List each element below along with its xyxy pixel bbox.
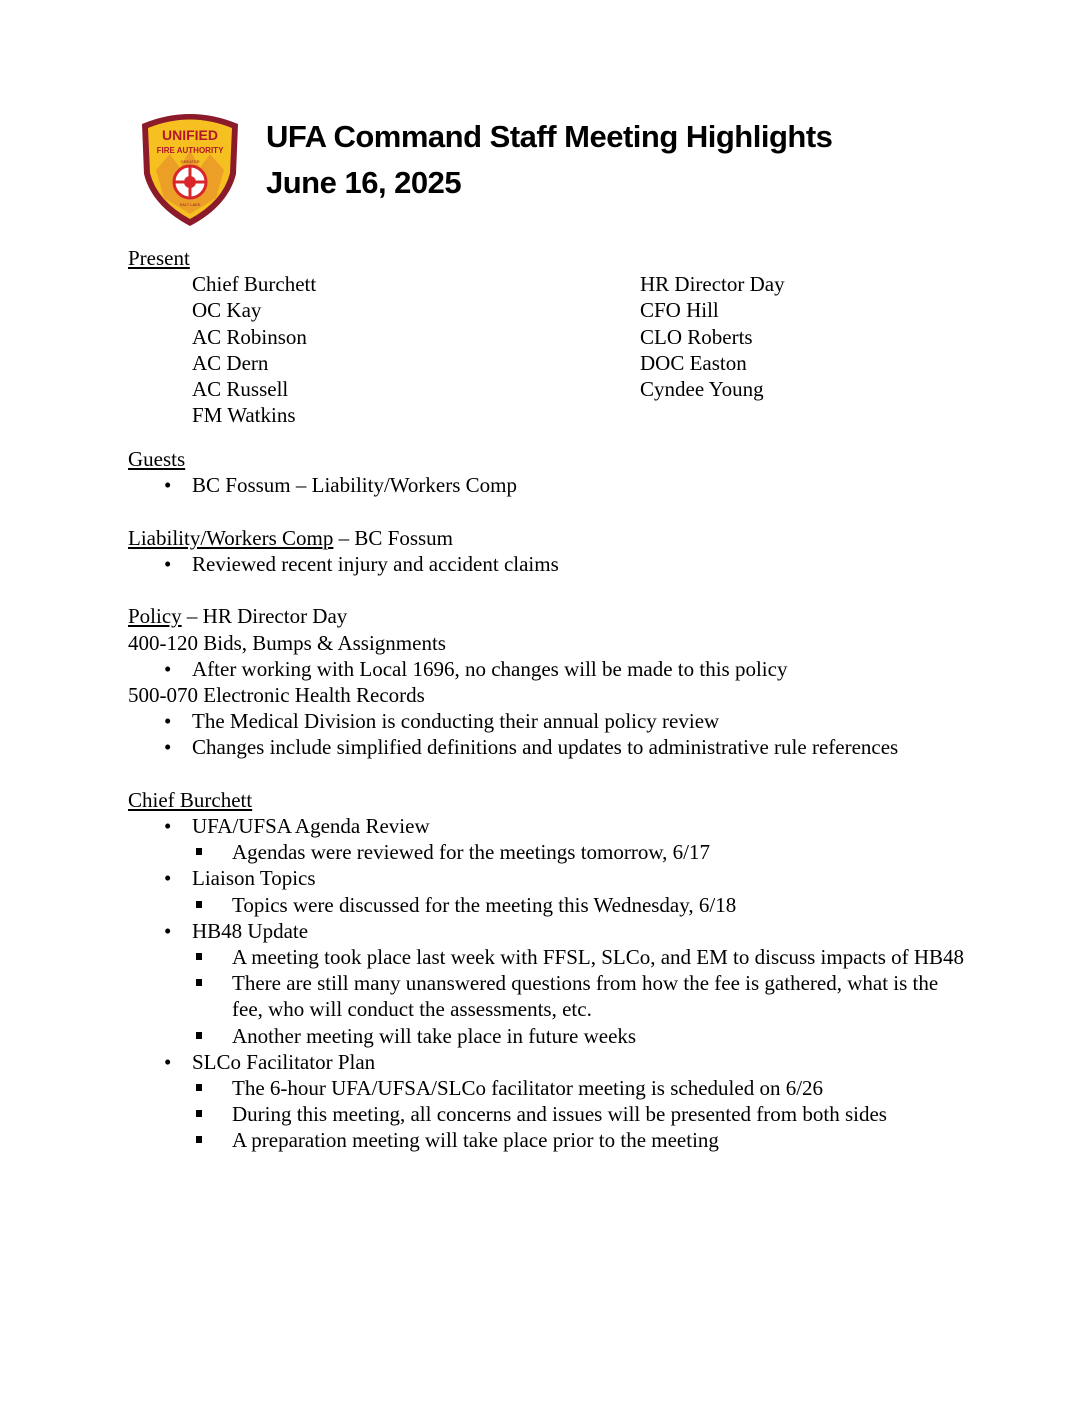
square-bullet-icon bbox=[196, 1084, 202, 1091]
policy-heading-line bbox=[128, 603, 968, 629]
bullet-icon: • bbox=[164, 656, 172, 681]
attendee: DOC Easton bbox=[640, 350, 747, 375]
list-item bbox=[128, 656, 968, 682]
topic-title: Liaison Topics bbox=[192, 866, 316, 891]
topic-detail: The 6-hour UFA/UFSA/SLCo facilitator meeting is scheduled on 6/26 bbox=[232, 1076, 824, 1101]
policy-item: After working with Local 1696, no changes will be made to this policy bbox=[192, 656, 788, 681]
bullet-icon: • bbox=[164, 866, 172, 891]
square-bullet-icon bbox=[196, 901, 202, 908]
sub-list-item bbox=[128, 1127, 968, 1153]
attendee: CLO Roberts bbox=[640, 324, 753, 349]
bullet-icon: • bbox=[164, 473, 172, 498]
attendee: FM Watkins bbox=[192, 403, 296, 428]
attendee: CFO Hill bbox=[640, 298, 719, 323]
present-heading: Present bbox=[128, 246, 190, 270]
topic-detail: Another meeting will take place in future weeks bbox=[232, 1023, 637, 1048]
sub-list-item bbox=[128, 970, 972, 1022]
policy-section bbox=[128, 603, 968, 760]
sub-list-item bbox=[128, 1023, 968, 1049]
meeting-date: June 16, 2025 bbox=[266, 165, 462, 200]
attendees-right-column bbox=[640, 271, 785, 402]
sub-list-item bbox=[128, 1101, 968, 1127]
bullet-icon: • bbox=[164, 552, 172, 576]
square-bullet-icon bbox=[196, 1136, 202, 1143]
page-title: UFA Command Staff Meeting Highlights bbox=[266, 119, 833, 154]
chief-section bbox=[128, 787, 968, 1154]
liability-heading-line bbox=[128, 525, 968, 551]
policy-title: 400-120 Bids, Bumps & Assignments bbox=[128, 630, 446, 655]
list-item bbox=[128, 865, 968, 891]
guest-entry: BC Fossum – Liability/Workers Comp bbox=[192, 473, 517, 498]
topic-title: HB48 Update bbox=[192, 918, 309, 943]
attendees-left-column bbox=[192, 271, 316, 428]
attendee: Cyndee Young bbox=[640, 377, 764, 402]
sub-list-item bbox=[128, 892, 968, 918]
liability-heading: Liability/Workers Comp bbox=[128, 525, 334, 550]
square-bullet-icon bbox=[196, 848, 202, 855]
attendee: Chief Burchett bbox=[192, 272, 317, 297]
guests-heading: Guests bbox=[128, 447, 186, 472]
square-bullet-icon bbox=[196, 1110, 202, 1117]
sub-list-item bbox=[128, 1075, 968, 1101]
square-bullet-icon bbox=[196, 953, 202, 960]
policy-heading: Policy bbox=[128, 604, 182, 629]
logo-text-salt-lake: SALT LAKE bbox=[179, 202, 201, 207]
bullet-icon: • bbox=[164, 1049, 172, 1074]
policy-item: The Medical Division is conducting their annual policy review bbox=[192, 709, 720, 734]
list-item bbox=[128, 813, 968, 839]
list-item bbox=[128, 1049, 968, 1075]
bullet-icon: • bbox=[164, 709, 172, 734]
list-item bbox=[128, 708, 968, 734]
list-item bbox=[128, 734, 968, 760]
document-header bbox=[136, 108, 936, 228]
topic-detail: A preparation meeting will take place prior to the meeting bbox=[232, 1128, 719, 1153]
topic-title: SLCo Facilitator Plan bbox=[192, 1049, 376, 1074]
logo-text-greater: GREATER bbox=[180, 159, 200, 164]
topic-detail: Topics were discussed for the meeting this Wednesday, 6/18 bbox=[232, 892, 737, 917]
list-item bbox=[128, 918, 968, 944]
square-bullet-icon bbox=[196, 1032, 202, 1039]
topic-detail: During this meeting, all concerns and issues will be presented from both sides bbox=[232, 1102, 887, 1127]
attendee: AC Russell bbox=[192, 377, 289, 402]
attendee: HR Director Day bbox=[640, 272, 785, 297]
topic-title: UFA/UFSA Agenda Review bbox=[192, 814, 430, 838]
present-section bbox=[128, 245, 968, 431]
attendee-columns bbox=[128, 271, 968, 431]
topic-detail: There are still many unanswered questions from how the fee is gathered, what is the fee, who will conduct the assessments, etc. bbox=[232, 971, 939, 1022]
list-item bbox=[128, 551, 968, 577]
liability-item: Reviewed recent injury and accident claims bbox=[192, 552, 559, 576]
sub-list-item bbox=[128, 944, 972, 970]
attendee: AC Dern bbox=[192, 350, 269, 375]
square-bullet-icon bbox=[196, 979, 202, 986]
attendee: AC Robinson bbox=[192, 324, 307, 349]
logo-text-fire-authority: FIRE AUTHORITY bbox=[156, 146, 224, 155]
logo-text-unified: UNIFIED bbox=[162, 127, 218, 143]
sub-list-item bbox=[128, 839, 968, 865]
policy-presenter: – HR Director Day bbox=[181, 604, 348, 629]
topic-detail: A meeting took place last week with FFSL, SLCo, and EM to discuss impacts of HB48 bbox=[232, 945, 965, 970]
bullet-icon: • bbox=[164, 735, 172, 760]
attendee: OC Kay bbox=[192, 298, 262, 323]
document-body bbox=[128, 245, 968, 1154]
list-item bbox=[128, 472, 968, 498]
chief-heading: Chief Burchett bbox=[128, 787, 253, 812]
bullet-icon: • bbox=[164, 918, 172, 943]
bullet-icon: • bbox=[164, 814, 172, 838]
liability-presenter: – BC Fossum bbox=[333, 525, 453, 550]
guests-section bbox=[128, 446, 968, 498]
title-block bbox=[266, 114, 832, 206]
policy-title: 500-070 Electronic Health Records bbox=[128, 683, 425, 707]
unified-fire-authority-badge-icon bbox=[136, 110, 244, 228]
topic-detail: Agendas were reviewed for the meetings tomorrow, 6/17 bbox=[232, 840, 710, 865]
policy-item: Changes include simplified definitions and updates to administrative rule references bbox=[192, 735, 899, 760]
liability-section bbox=[128, 525, 968, 577]
